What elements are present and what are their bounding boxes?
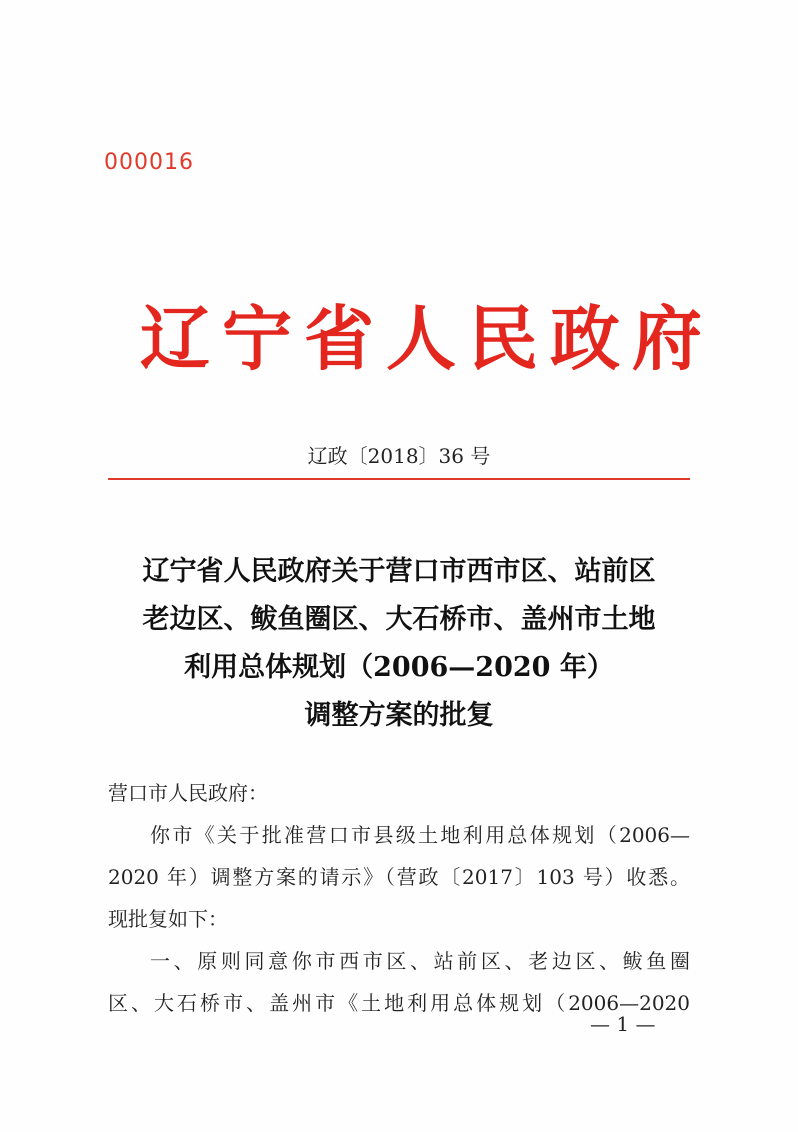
document-title — [0, 548, 798, 740]
page-number: — 1 — — [590, 1012, 656, 1036]
title-line: 辽宁省人民政府关于营口市西市区、站前区 — [142, 556, 656, 587]
body-line: 现批复如下： — [108, 907, 228, 931]
body-line: 2020 年）调整方案的请示》（营政〔2017〕103 号）收悉。 — [108, 865, 690, 889]
body-line: 你市《关于批准营口市县级土地利用总体规划（2006— — [150, 823, 690, 847]
title-line: 调整方案的批复 — [304, 700, 494, 731]
serial-number: 000016 — [104, 150, 194, 175]
title-line: 利用总体规划（2006—2020 年） — [184, 652, 614, 683]
salutation: 营口市人民政府： — [108, 781, 268, 805]
body-line: 区、大石桥市、盖州市《土地利用总体规划（2006—2020 — [108, 991, 690, 1015]
document-body — [108, 772, 690, 1024]
issuer-header: 辽宁省人民政府 — [140, 297, 714, 380]
body-line: 一、原则同意你市西市区、站前区、老边区、鲅鱼圈 — [150, 949, 690, 973]
document-number: 辽政〔2018〕36 号 — [307, 444, 491, 468]
title-line: 老边区、鲅鱼圈区、大石桥市、盖州市土地 — [142, 604, 656, 635]
red-separator-line — [108, 478, 690, 480]
